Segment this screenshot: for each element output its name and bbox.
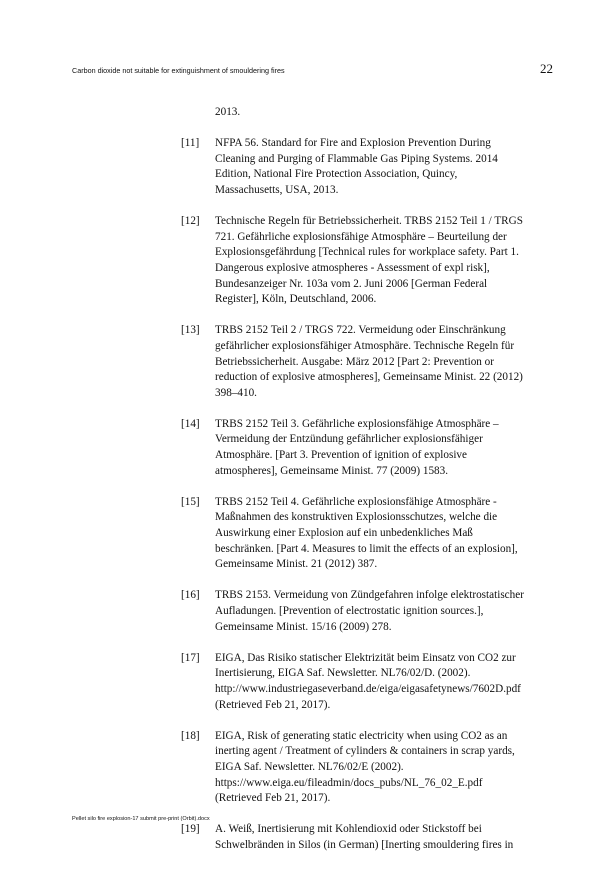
reference-label: [15]: [181, 495, 200, 508]
reference-label: [13]: [181, 324, 200, 337]
reference-item-11: [181, 136, 561, 198]
reference-item-16: [181, 588, 561, 635]
reference-label: [16]: [181, 589, 200, 602]
reference-list: [181, 105, 561, 869]
reference-label: [19]: [181, 823, 200, 836]
reference-text: EIGA, Das Risiko statischer Elektrizität beim Einsatz von CO2 zur Inertisierung, EIGA Saf. Newsletter. NL76/02/D. (2002). http://www.industriegaseverband.de/eiga/eigasafetynews/7602D.pdf (Retrieved Feb 21, 2017).: [215, 651, 521, 711]
reference-item-18: [181, 729, 561, 807]
reference-item-17: [181, 651, 561, 713]
reference-text: NFPA 56. Standard for Fire and Explosion Prevention During Cleaning and Purging of Flammable Gas Piping Systems. 2014 Edition, National Fire Protection Association, Quincy, Massachusetts, USA, 2013.: [215, 137, 498, 196]
reference-text: TRBS 2152 Teil 2 / TRGS 722. Vermeidung oder Einschränkung gefährlicher explosionsfähiger Atmosphäre. Technische Regeln für Betriebssicherheit. Ausgabe: März 2012 [Part 2: Prevention or reduction of explosive atmospheres], Gemeinsame Minist. 22 (2012) 398–410.: [215, 324, 523, 399]
reference-label: [12]: [181, 215, 200, 228]
reference-label: [18]: [181, 729, 200, 742]
reference-item-14: [181, 417, 561, 479]
reference-label: [17]: [181, 651, 200, 664]
reference-label: [11]: [181, 137, 200, 150]
reference-item-12: [181, 214, 561, 308]
reference-text: Technische Regeln für Betriebssicherheit. TRBS 2152 Teil 1 / TRGS 721. Gefährliche explosionsfähige Atmosphäre – Beurteilung der Explosionsgefährdung [Technical rules for workplace safety. Part 1. Dangerous explosive atmospheres - Assessment of expl risk], Bundesanzeiger Nr. 103a vom 2. Juni 2006 [German Federal Register], Köln, Deutschland, 2006.: [215, 215, 523, 306]
reference-text: EIGA, Risk of generating static electricity when using CO2 as an inerting agent / Treatment of cylinders & containers in scrap yards, EIGA Saf. Newsletter. NL76/02/E (2002). https://www.eiga.eu/fileadmin/docs_pubs/NL_76_02_E.pdf (Retrieved Feb 21, 2017).: [215, 729, 515, 805]
reference-text: A. Weiß, Inertisierung mit Kohlendioxid oder Stickstoff bei Schwelbränden in Silos (in German) [Inerting smouldering fires in: [215, 823, 514, 851]
reference-text: TRBS 2153. Vermeidung von Zündgefahren infolge elektrostatischer Aufladungen. [Prevention of electrostatic ignition sources.], Gemeinsame Minist. 15/16 (2009) 278.: [215, 589, 524, 633]
reference-label: [14]: [181, 417, 200, 430]
running-header-title: Carbon dioxide not suitable for extinguishment of smouldering fires: [72, 66, 285, 75]
reference-text: TRBS 2152 Teil 3. Gefährliche explosionsfähige Atmosphäre – Vermeidung der Entzündung gefährlicher explosionsfähiger Atmosphäre. [Part 3. Prevention of ignition of explosive atmospheres], Gemeinsame Minist. 77 (2009) 1583.: [215, 417, 499, 477]
reference-item-19: [181, 822, 561, 853]
reference-item-15: [181, 495, 561, 573]
reference-text: TRBS 2152 Teil 4. Gefährliche explosionsfähige Atmosphäre - Maßnahmen des konstruktiven Explosionsschutzes, welche die Auswirkung einer Explosion auf ein unbedenkliches Maß beschränken. [Part 4. Measures to limit the effects of an explosion], Gemeinsame Minist. 21 (2012) 387.: [215, 495, 518, 571]
reference-continuation: 2013.: [215, 106, 241, 118]
reference-item-13: [181, 323, 561, 401]
footer-filename: Pellet silo fire explosion-17 submit pre-print (Orbit).docx: [72, 816, 210, 822]
page-number: 22: [540, 61, 553, 76]
